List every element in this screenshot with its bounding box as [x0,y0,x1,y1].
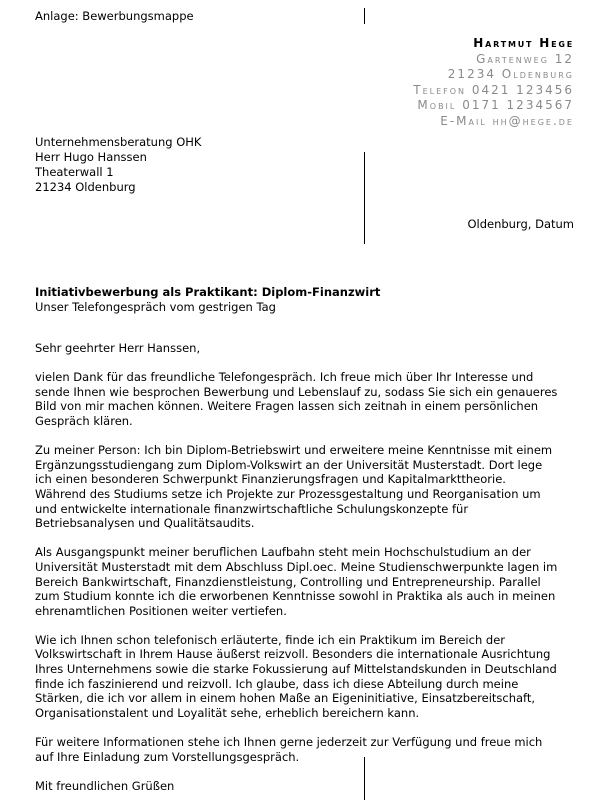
recipient-person: Herr Hugo Hanssen [35,150,147,164]
subject-reference: Unser Telefongespräch vom gestrigen Tag [35,300,276,314]
paragraph-thanks: vielen Dank für das freundliche Telefongespräch. Ich freue mich über Ihr Interesse und sende Ihnen wie besprochen Bewerbung und Lebenslauf zu, sodass Sie sich ein genaueres Bild von mir machen können. Weitere Fragen lassen sich zeitnah in einem persönlichen Gespräch klären. [35,370,558,428]
salutation: Sehr geehrter Herr Hanssen, [35,341,201,355]
letter-body [35,341,560,808]
recipient-city: 21234 Oldenburg [35,180,136,194]
subject-block [35,285,380,315]
sender-street: Gartenweg 12 [476,51,574,66]
recipient-block [35,135,201,195]
letter-date: Oldenburg, Datum [467,217,574,231]
sender-mobile: Mobil 0171 1234567 [417,98,574,112]
paragraph-closing-request: Für weitere Informationen stehe ich Ihnen gerne jederzeit zur Verfügung und freue mich auf Ihre Einladung zum Vorstellungsgespräch. [35,735,543,764]
fold-mark-top [364,8,365,24]
sender-phone: Telefon 0421 123456 [413,82,574,97]
sender-city: 21234 Oldenburg [447,67,574,81]
subject-title: Initiativbewerbung als Praktikant: Diplom-Finanzwirt [35,285,381,299]
paragraph-motivation: Wie ich Ihnen schon telefonisch erläuterte, finde ich ein Praktikum im Bereich der Volkswirtschaft in Ihrem Hause äußerst reizvoll. Besonders die internationale Ausrichtung Ihres Unternehmens sowie die starke Fokussierung auf Mittelstandskunden in Deutschland finde ich faszinierend und reizvoll. Ich glaube, dass ich diese Abteilung durch meine Stärken, die ich vor allem in einem hohen Maße an Eigeninitiative, Einsatzbereitschaft, Organisationstalent und Loyalität sehe, erheblich bereichern kann. [35,632,557,720]
paragraph-career: Als Ausgangspunkt meiner beruflichen Laufbahn steht mein Hochschulstudium an der Universität Musterstadt mit dem Abschluss Dipl.oec. Meine Studienschwerpunkte lagen im Bereich Bankwirtschaft, Finanzdienstleistung, Controlling und Entrepreneurship. Parallel zum Studium konnte ich die erworbenen Kenntnisse sowohl in Praktika als auch in meinen ehrenamtlichen Positionen weiter vertiefen. [35,545,558,618]
closing: Mit freundlichen Grüßen [35,778,175,793]
recipient-company: Unternehmensberatung OHK [35,135,202,149]
sender-name: Hartmut Hege [473,36,574,50]
sender-email: E-Mail hh@hege.de [440,113,574,128]
sender-block [413,36,574,129]
fold-mark-middle [364,152,365,244]
enclosure-note: Anlage: Bewerbungsmappe [35,9,194,23]
paragraph-person: Zu meiner Person: Ich bin Diplom-Betriebswirt und erweitere meine Kenntnisse mit einem Ergänzungsstudiengang zum Diplom-Volkswirt an der Universität Musterstadt. Dort lege ich einen besonderen Schwerpunkt Finanzierungsfragen und Kapitalmarkttheorie. Während des Studiums setze ich Projekte zur Prozessgestaltung und Reorganisation um und entwickelte internationale finanzwirtschaftliche Schulungskonzepte für Betriebsanalysen und Qualitätsaudits. [35,443,553,531]
recipient-street: Theaterwall 1 [35,165,114,179]
